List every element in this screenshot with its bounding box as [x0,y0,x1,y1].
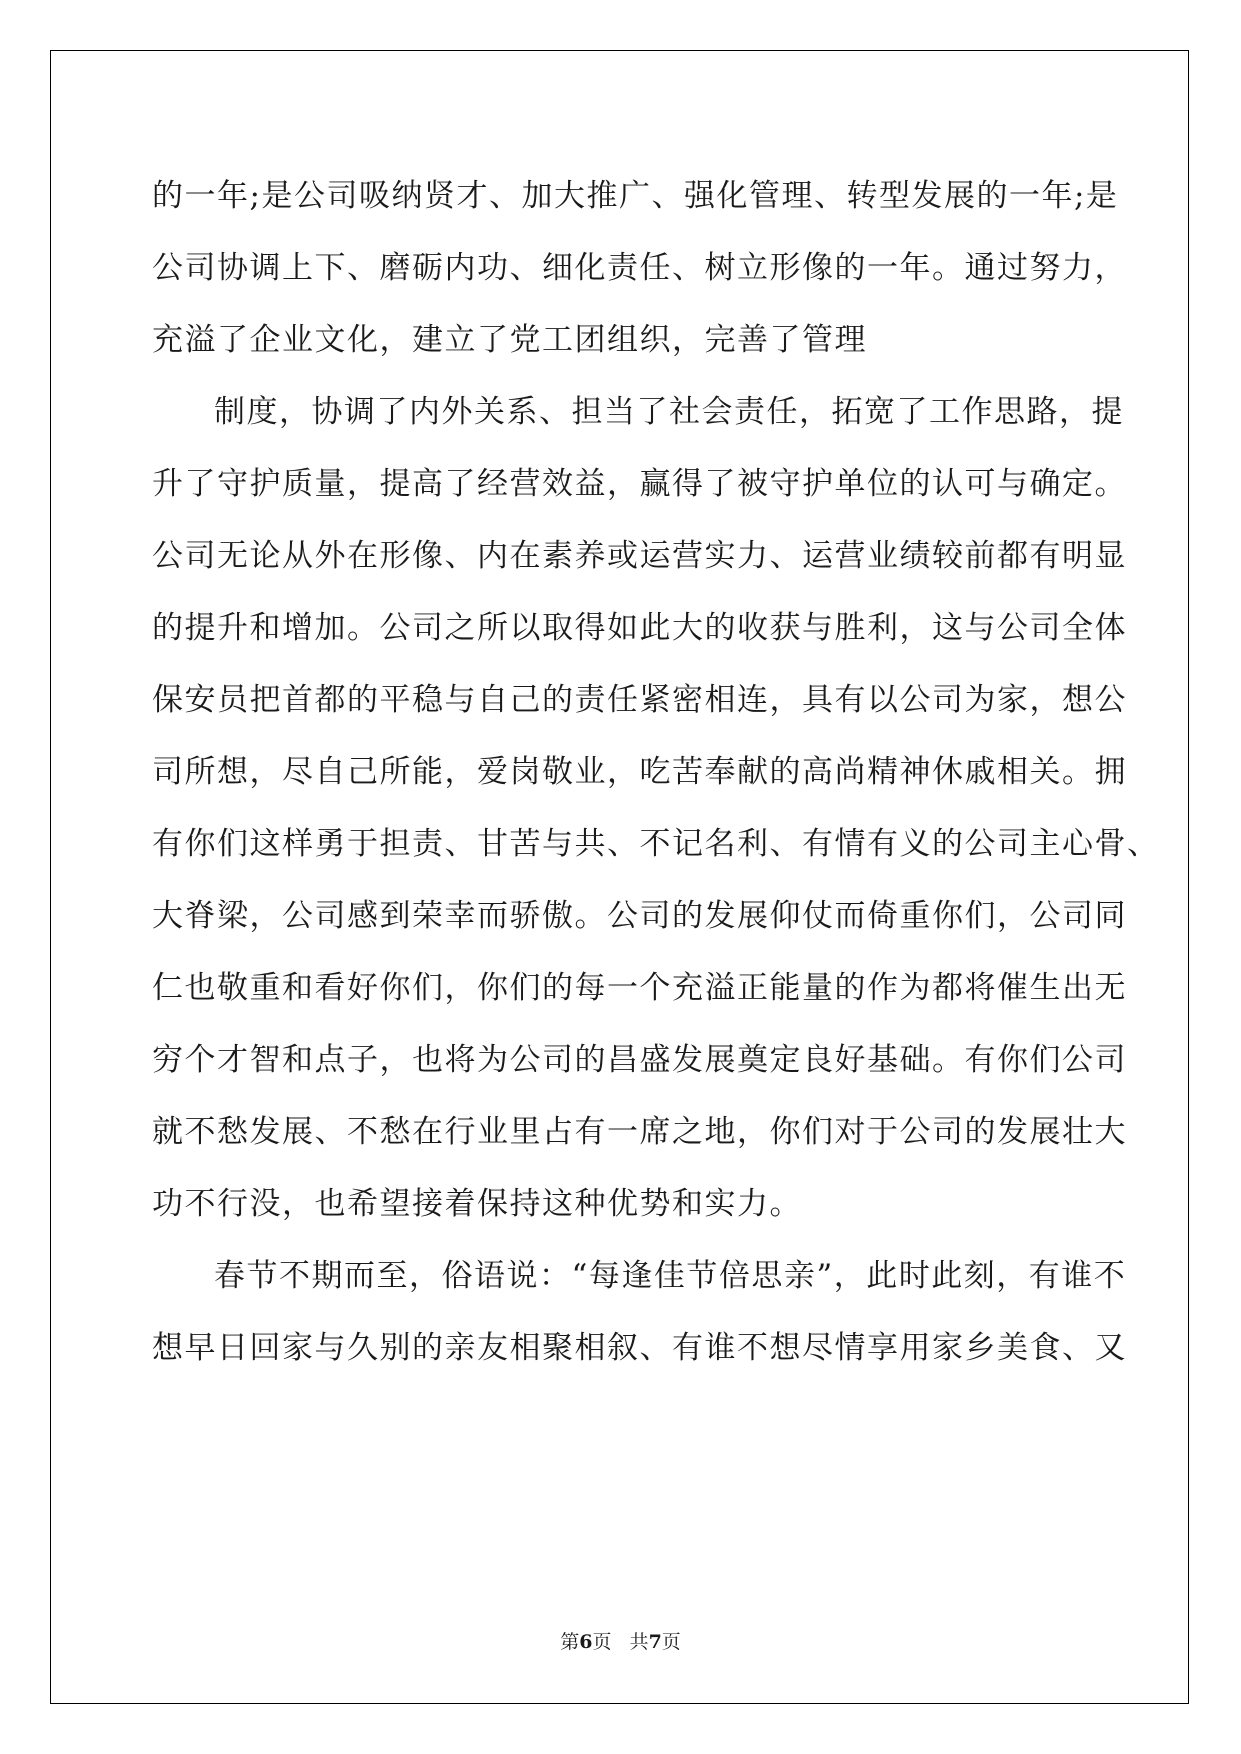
text-line: 保安员把首都的平稳与自己的责任紧密相连，具有以公司为家，想公 [152,682,1127,718]
page-footer [0,1627,1241,1654]
text-line: 春节不期而至，俗语说：“每逢佳节倍思亲”，此时此刻，有谁不 [214,1258,1127,1294]
page-current: 6 [579,1631,593,1653]
text-line: 仁也敬重和看好你们，你们的每一个充溢正能量的作为都将催生出无 [152,970,1127,1006]
page-label-post: 页 [661,1631,681,1653]
text-line: 公司协调上下、磨砺内功、细化责任、树立形像的一年。通过努力， [152,250,1127,286]
text-line: 有你们这样勇于担责、甘苦与共、不记名利、有情有义的公司主心骨、 [152,826,1160,862]
text-line: 升了守护质量，提高了经营效益，赢得了被守护单位的认可与确定。 [152,466,1127,502]
page-label-pre: 第 [560,1631,580,1653]
text-line: 大脊梁，公司感到荣幸而骄傲。公司的发展仰仗而倚重你们，公司同 [152,898,1127,934]
text-line: 司所想，尽自己所能，爱岗敬业，吃苦奉献的高尚精神休戚相关。拥 [152,754,1127,790]
document-body [152,160,1160,1384]
text-line: 就不愁发展、不愁在行业里占有一席之地，你们对于公司的发展壮大 [152,1114,1127,1150]
page-label-mid: 页 共 [592,1631,649,1653]
text-line: 制度，协调了内外关系、担当了社会责任，拓宽了工作思路，提 [214,394,1124,430]
text-line: 功不行没，也希望接着保持这种优势和实力。 [152,1186,802,1222]
text-line: 的提升和增加。公司之所以取得如此大的收获与胜利，这与公司全体 [152,610,1127,646]
text-line: 穷个才智和点子，也将为公司的昌盛发展奠定良好基础。有你们公司 [152,1042,1127,1078]
text-line: 想早日回家与久别的亲友相聚相叙、有谁不想尽情享用家乡美食、又 [152,1330,1127,1366]
page-total: 7 [648,1631,662,1653]
text-line: 公司无论从外在形像、内在素养或运营实力、运营业绩较前都有明显 [152,538,1127,574]
text-line: 充溢了企业文化，建立了党工团组织，完善了管理 [152,322,867,358]
text-line: 的一年;是公司吸纳贤才、加大推广、强化管理、转型发展的一年;是 [152,178,1119,214]
